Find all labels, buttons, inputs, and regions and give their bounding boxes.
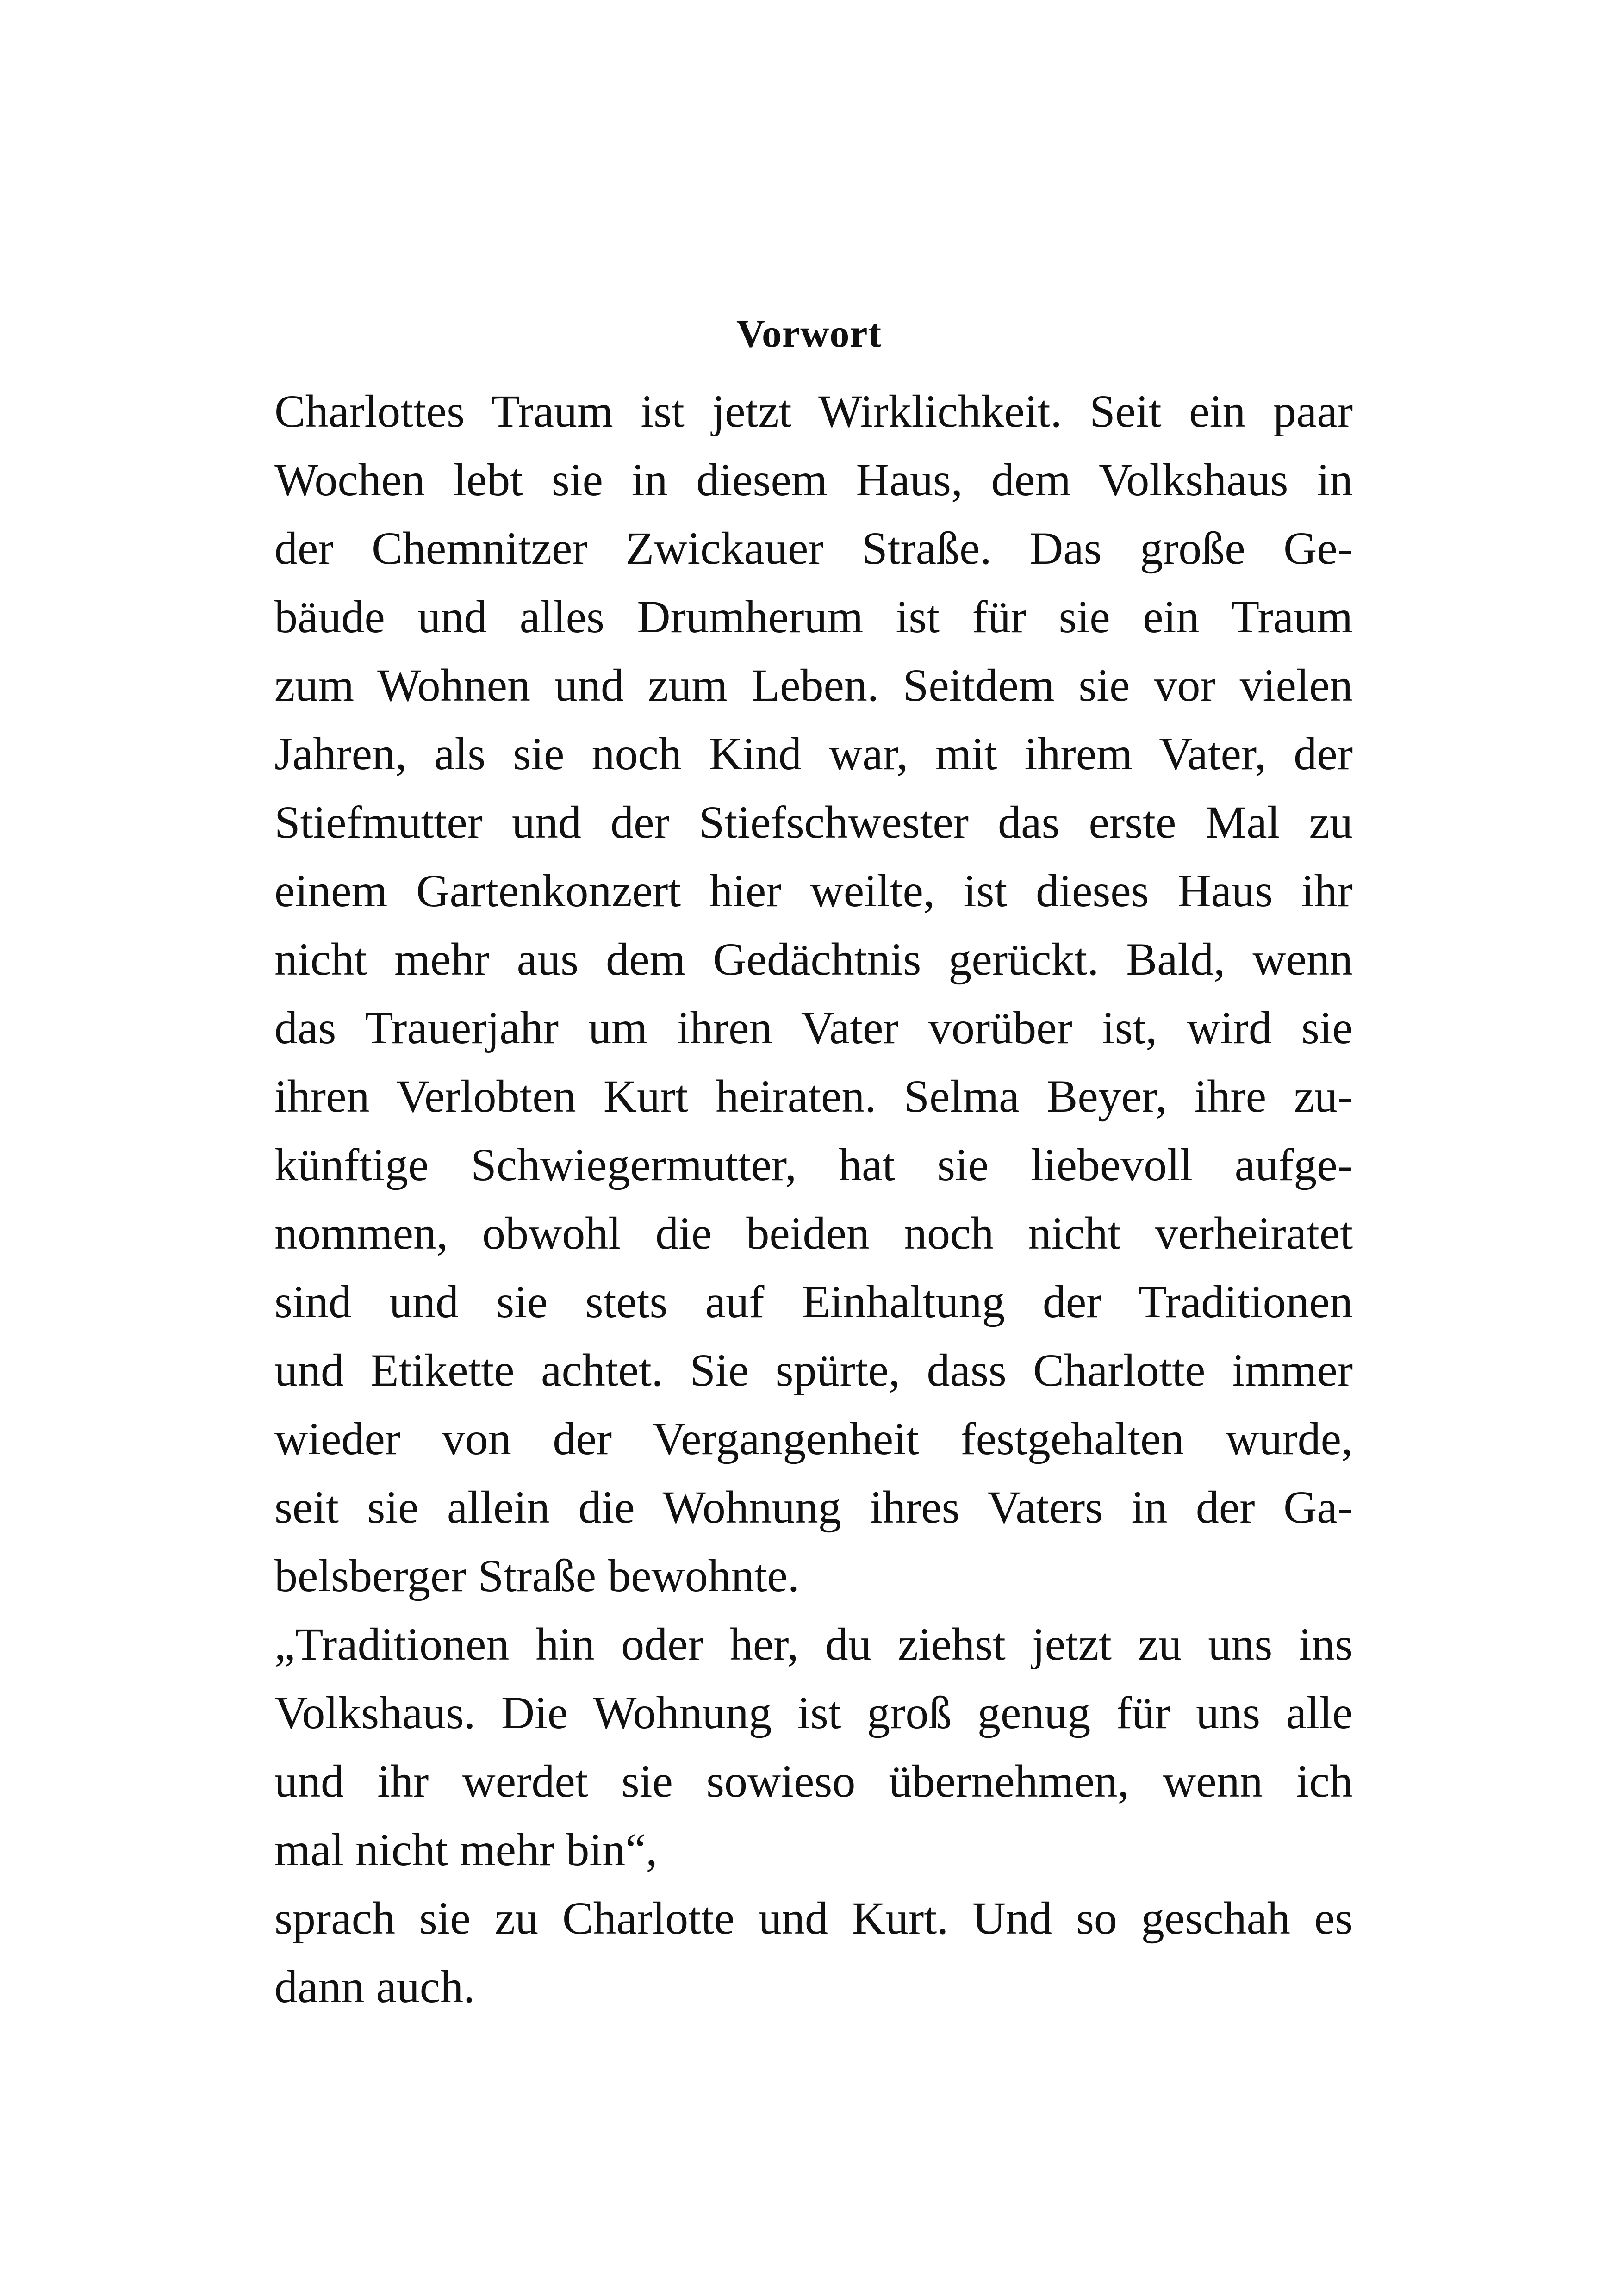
quote-line: und ihr werdet sie sowieso übernehmen, wenn ich	[274, 1755, 1353, 1807]
text-line: zum Wohnen und zum Leben. Seitdem sie vor vielen	[274, 660, 1353, 711]
text-line: der Chemnitzer Zwickauer Straße. Das große Ge-	[274, 523, 1353, 574]
quote-line: Volkshaus. Die Wohnung ist groß genug für uns alle	[274, 1687, 1353, 1738]
text-line: das Trauerjahr um ihren Vater vorüber ist, wird sie	[274, 1002, 1353, 1053]
quote-line: mal nicht mehr bin“,	[274, 1824, 658, 1875]
text-line: belsberger Straße bewohnte.	[274, 1550, 799, 1601]
chapter-heading: Vorwort	[736, 311, 882, 355]
text-line: Charlottes Traum ist jetzt Wirklichkeit. Seit ein paar	[274, 386, 1353, 437]
text-line: künftige Schwiegermutter, hat sie liebevoll aufge-	[274, 1139, 1353, 1190]
text-line: Stiefmutter und der Stiefschwester das erste Mal zu	[274, 796, 1353, 848]
text-line: einem Gartenkonzert hier weilte, ist dieses Haus ihr	[274, 865, 1353, 916]
text-line: seit sie allein die Wohnung ihres Vaters in der Ga-	[274, 1481, 1353, 1533]
text-line: wieder von der Vergangenheit festgehalten wurde,	[274, 1413, 1353, 1464]
text-line: ihren Verlobten Kurt heiraten. Selma Beyer, ihre zu-	[274, 1070, 1353, 1122]
text-line: sind und sie stets auf Einhaltung der Traditionen	[274, 1276, 1353, 1327]
text-line: nicht mehr aus dem Gedächtnis gerückt. Bald, wenn	[274, 933, 1353, 985]
text-line: und Etikette achtet. Sie spürte, dass Charlotte immer	[274, 1344, 1353, 1396]
closing-line: dann auch.	[274, 1961, 475, 2012]
text-line: Jahren, als sie noch Kind war, mit ihrem Vater, der	[274, 728, 1353, 779]
text-line: bäude und alles Drumherum ist für sie ein Traum	[274, 591, 1353, 642]
body-text	[274, 377, 1353, 2021]
text-line: nommen, obwohl die beiden noch nicht verheiratet	[274, 1207, 1353, 1259]
quote-line: „Traditionen hin oder her, du ziehst jetzt zu uns ins	[274, 1618, 1353, 1670]
closing-line: sprach sie zu Charlotte und Kurt. Und so geschah es	[274, 1892, 1353, 1944]
text-line: Wochen lebt sie in diesem Haus, dem Volkshaus in	[274, 454, 1353, 505]
